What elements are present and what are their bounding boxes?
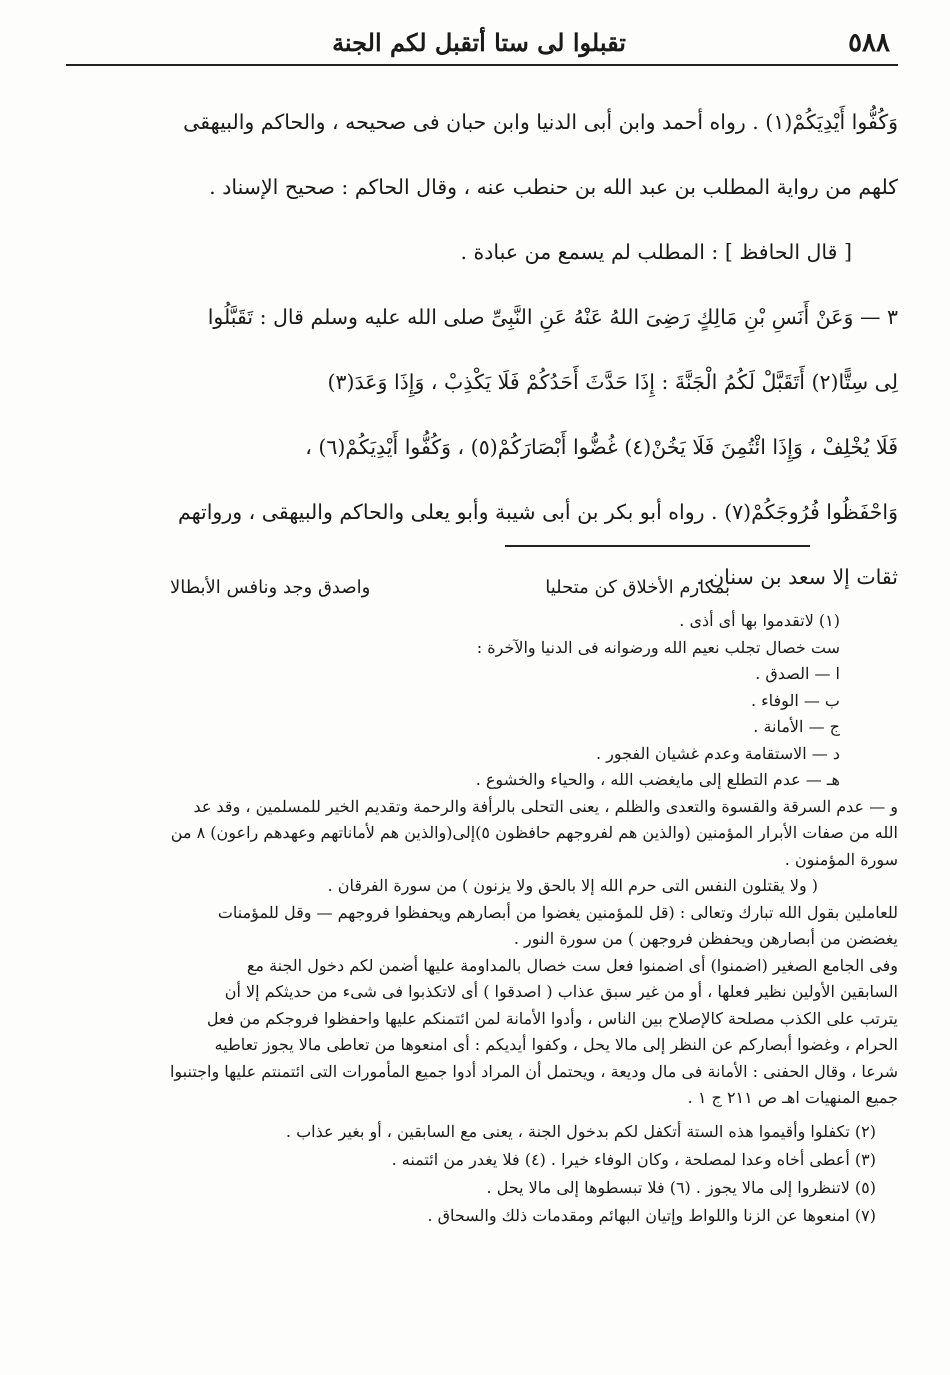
footnote-line: ( ولا يقتلون النفس التى حرم الله إلا بالحق ولا يزنون ) من سورة الفرقان . [327, 876, 818, 895]
main-line: ٣ — وَعَنْ أَنَسِ بْنِ مَالِكٍ رَضِىَ اللهُ عَنْهُ عَنِ النَّبِىِّ صلى الله عليه وسلم قال : تَقَبَّلُوا [207, 305, 898, 329]
poetry-verse [170, 577, 730, 598]
footnote-line: يغضضن من أبصارهن ويحفظن فروجهن ) من سورة النور . [513, 929, 898, 948]
footnote-line: هـ — عدم التطلع إلى مايغضب الله ، والحياء والخشوع . [475, 770, 840, 789]
footnote-line: د — الاستقامة وعدم غشيان الفجور . [595, 743, 840, 763]
footnote-line: يترتب على الكذب مصلحة كالإصلاح بين الناس ، وأدوا الأمانة لمن ائتمنكم عليها واحفظوا فروجكم من فعل [206, 1008, 898, 1028]
header-rule [66, 64, 898, 66]
footnote-line: (٣) أعطى أخاه وعدا لمصلحة ، وكان الوفاء خيرا . (٤) فلا يغدر من ائتمنه . [391, 1149, 876, 1169]
verse-hemistich-left: واصدق وجد ونافس الأبطالا [170, 577, 371, 598]
footnote-line: ب — الوفاء . [750, 690, 840, 710]
verse-hemistich-right: بمكارم الأخلاق كن متحليا [545, 577, 730, 598]
footnote-line: وفى الجامع الصغير (اضمنوا) أى اضمنوا فعل ست خصال بالمداومة عليها أضمن لكم دخول الجنة مع [246, 955, 898, 975]
footnote-line: ست خصال تجلب نعيم الله ورضوانه فى الدنيا والآخرة : [476, 637, 840, 657]
running-title: تقبلوا لى ستا أتقبل لكم الجنة [332, 28, 626, 57]
footnote-line: سورة المؤمنون . [784, 849, 898, 869]
footnote-line: و — عدم السرقة والقسوة والتعدى والظلم ، يعنى التحلى بالرأفة والرحمة وتقديم الخير للمسلمين ، وقد عد [193, 796, 898, 816]
main-line: ثقات إلا سعد بن سنان . [696, 565, 898, 589]
footnote-line: ج — الأمانة . [753, 717, 840, 736]
main-line: كلهم من رواية المطلب بن عبد الله بن حنطب عنه ، وقال الحاكم : صحيح الإسناد . [209, 175, 898, 199]
footnote-line: (٢) تكفلوا وأقيموا هذه الستة أتكفل لكم بدخول الجنة ، يعنى مع السابقين ، أو بغير عذاب . [285, 1121, 876, 1141]
main-text [66, 90, 898, 610]
footnote-line: الحرام ، وغضوا أبصاركم عن النظر إلى مالا يحل ، وكفوا أيديكم : أى امنعوها من تعاطى مالا يجوز تعاطيه [214, 1035, 898, 1054]
footnote-line: (١) لاتقدموا بها أى أذى . [679, 611, 840, 630]
footnote-separator [505, 545, 810, 547]
footnote-line: (٧) امنعوها عن الزنا واللواط وإتيان البهائم ومقدمات ذلك والسحاق . [427, 1205, 876, 1225]
page-number: ٥٨٨ [848, 28, 890, 58]
main-line: وَكُفُّوا أَيْدِيَكُمْ(١) . رواه أحمد وابن أبى الدنيا وابن حبان فى صحيحه ، والحاكم والبيهقى [183, 110, 898, 134]
footnotes [66, 608, 898, 1230]
page-header [60, 20, 898, 62]
footnote-line: السابقين الأولين نظير فعلها ، أو من غير سبق عذاب ( اصدقوا ) أى لاتكذبوا فى شىء من حديثكم إلا أن [224, 982, 898, 1001]
main-line: [ قال الحافظ ] : المطلب لم يسمع من عبادة . [460, 240, 852, 264]
footnote-line: (٥) لاتنظروا إلى مالا يجوز . (٦) فلا تبسطوها إلى مالا يحل . [486, 1177, 876, 1197]
footnote-line: الله من صفات الأبرار المؤمنين (والذين هم لفروجهم حافظون ٥)إلى(والذين هم لأماناتهم وعهدهم راعون) ٨ من [170, 823, 898, 842]
footnote-line: جميع المنهيات اهـ ص ٢١١ ج ١ . [687, 1088, 898, 1107]
footnote-line: شرعا ، وقال الحفنى : الأمانة فى مال وديعة ، ويحتمل أن المراد أدوا جميع المأمورات التى ائتمنتم عليها واجتنبوا [169, 1061, 898, 1081]
main-line: لِى سِتًّا(٢) أَتَقَبَّلْ لَكُمُ الْجَنَّةَ : إِذَا حَدَّثَ أَحَدُكُمْ فَلَا يَكْذِبْ ، وَإِذَا وَعَدَ(٣) [327, 370, 898, 394]
main-line: فَلَا يُخْلِفْ ، وَإِذَا ائْتُمِنَ فَلَا يَخُنْ(٤) غُضُّوا أَبْصَارَكُمْ(٥) ، وَكُفُّوا أَيْدِيَكُمْ(٦) ، [305, 435, 898, 459]
footnote-line: ا — الصدق . [755, 664, 840, 683]
footnote-line: للعاملين بقول الله تبارك وتعالى : (قل للمؤمنين يغضوا من أبصارهم ويحفظوا فروجهم — وقل للمؤمنات [217, 902, 898, 922]
main-line: وَاحْفَظُوا فُرُوجَكُمْ(٧) . رواه أبو بكر بن أبى شيبة وأبو يعلى والحاكم والبيهقى ، ورواتهم [177, 500, 898, 524]
